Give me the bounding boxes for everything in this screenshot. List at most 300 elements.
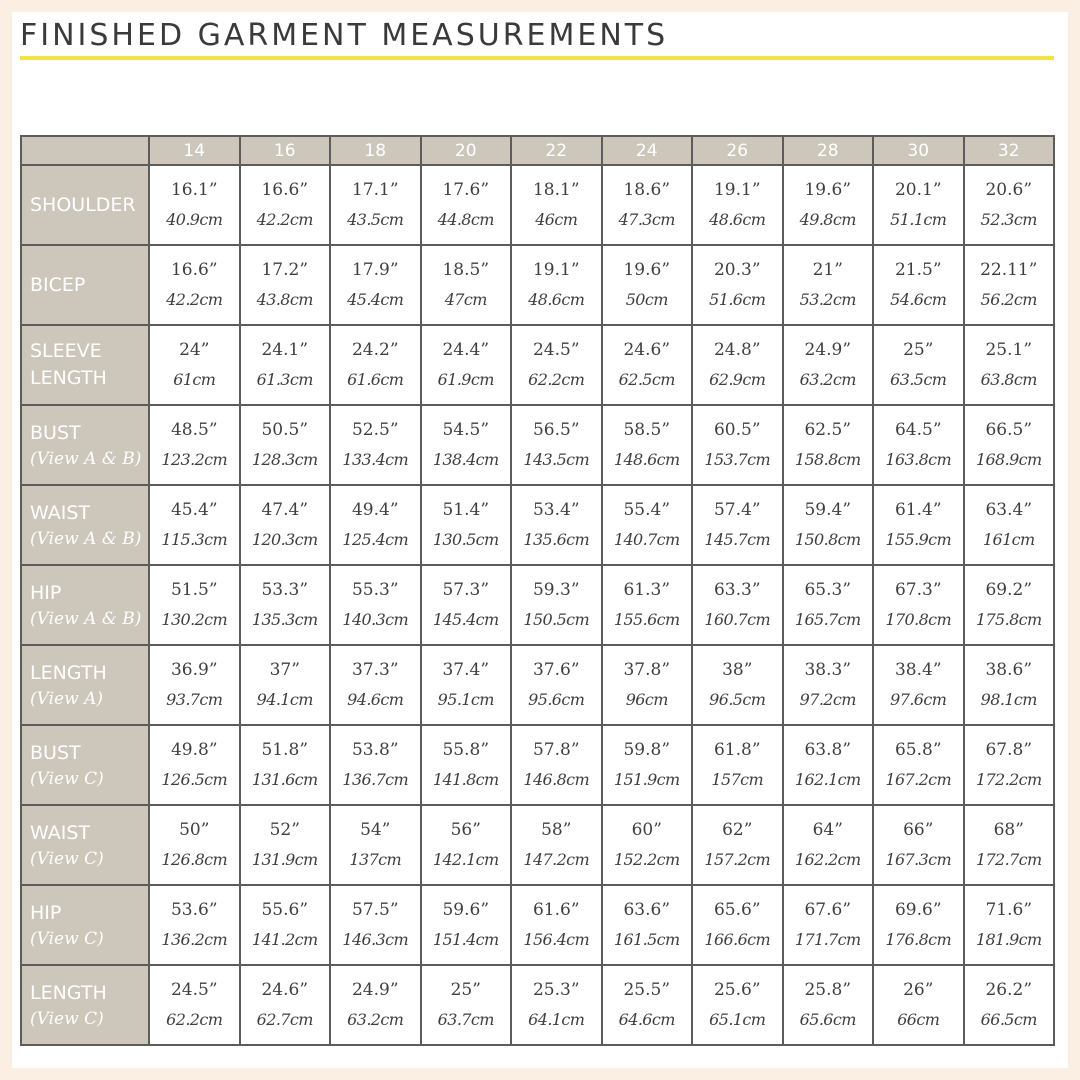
measurement-cell: [692, 485, 783, 565]
inch-value: 25.3”: [532, 980, 580, 1000]
cm-value: 136.7cm: [342, 770, 409, 789]
inch-value: 51.8”: [261, 740, 309, 760]
inch-value: 25”: [450, 980, 481, 1000]
measurement-cell: [873, 485, 964, 565]
size-header: 22: [511, 136, 602, 165]
measurement-cell: [783, 245, 874, 325]
measurement-cell: [330, 965, 421, 1045]
inch-value: 20.1”: [894, 180, 942, 200]
cm-value: 123.2cm: [161, 450, 228, 469]
inch-value: 65.6”: [713, 900, 761, 920]
inch-value: 62”: [722, 820, 753, 840]
cm-value: 94.6cm: [347, 690, 404, 709]
inch-value: 68”: [993, 820, 1024, 840]
inch-value: 17.9”: [351, 260, 399, 280]
table-row: [21, 485, 1054, 565]
inch-value: 54”: [360, 820, 391, 840]
inch-value: 59.3”: [532, 580, 580, 600]
row-label: [21, 885, 149, 965]
row-label: [21, 485, 149, 565]
cm-value: 166.6cm: [704, 930, 771, 949]
measurement-cell: [783, 805, 874, 885]
cm-value: 141.8cm: [432, 770, 499, 789]
cm-value: 40.9cm: [166, 210, 223, 229]
inch-value: 37.3”: [351, 660, 399, 680]
measurement-cell: [692, 885, 783, 965]
cm-value: 52.3cm: [980, 210, 1037, 229]
measurement-cell: [964, 565, 1055, 645]
measurement-cell: [602, 965, 693, 1045]
measurement-cell: [692, 405, 783, 485]
cm-value: 42.2cm: [166, 290, 223, 309]
measurement-cell: [511, 885, 602, 965]
inch-value: 20.6”: [985, 180, 1033, 200]
inch-value: 19.1”: [713, 180, 761, 200]
cm-value: 128.3cm: [251, 450, 318, 469]
inch-value: 22.11”: [980, 260, 1038, 280]
cm-value: 45.4cm: [347, 290, 404, 309]
measurement-cell: [783, 485, 874, 565]
inch-value: 24.9”: [351, 980, 399, 1000]
measurement-cell: [964, 725, 1055, 805]
inch-value: 67.8”: [985, 740, 1033, 760]
measurement-cell: [240, 485, 331, 565]
inch-value: 51.5”: [170, 580, 218, 600]
measurement-cell: [421, 565, 512, 645]
inch-value: 24.5”: [532, 340, 580, 360]
measurement-cell: [330, 645, 421, 725]
inch-value: 63.6”: [623, 900, 671, 920]
inch-value: 16.6”: [170, 260, 218, 280]
inch-value: 25.6”: [713, 980, 761, 1000]
measurement-cell: [511, 405, 602, 485]
cm-value: 62.2cm: [166, 1010, 223, 1029]
measurement-cell: [873, 165, 964, 245]
cm-value: 46cm: [535, 210, 578, 229]
inch-value: 24.5”: [170, 980, 218, 1000]
measurement-cell: [149, 405, 240, 485]
size-header: 14: [149, 136, 240, 165]
inch-value: 17.1”: [351, 180, 399, 200]
cm-value: 151.4cm: [432, 930, 499, 949]
table-row: [21, 725, 1054, 805]
cm-value: 62.7cm: [256, 1010, 313, 1029]
row-label-view: (View A & B): [30, 448, 142, 469]
row-label-name: HIP: [30, 901, 62, 924]
inch-value: 36.9”: [170, 660, 218, 680]
row-label-name: WAIST: [30, 501, 91, 524]
inch-value: 50.5”: [261, 420, 309, 440]
measurement-cell: [149, 325, 240, 405]
cm-value: 43.8cm: [256, 290, 313, 309]
cm-value: 155.9cm: [885, 530, 952, 549]
inch-value: 63.3”: [713, 580, 761, 600]
measurement-cell: [602, 565, 693, 645]
inch-value: 48.5”: [170, 420, 218, 440]
inch-value: 66”: [903, 820, 934, 840]
inch-value: 52”: [269, 820, 300, 840]
inch-value: 53.6”: [170, 900, 218, 920]
cm-value: 54.6cm: [890, 290, 947, 309]
measurement-cell: [240, 965, 331, 1045]
measurement-cell: [149, 725, 240, 805]
inch-value: 24.2”: [351, 340, 399, 360]
cm-value: 161cm: [982, 530, 1035, 549]
inch-value: 49.8”: [170, 740, 218, 760]
cm-value: 66cm: [897, 1010, 940, 1029]
inch-value: 24.1”: [261, 340, 309, 360]
cm-value: 163.8cm: [885, 450, 952, 469]
cm-value: 63.8cm: [980, 370, 1037, 389]
table-row: [21, 405, 1054, 485]
cm-value: 63.2cm: [347, 1010, 404, 1029]
size-header: 16: [240, 136, 331, 165]
cm-value: 165.7cm: [794, 610, 861, 629]
measurement-cell: [602, 725, 693, 805]
table-row: [21, 165, 1054, 245]
inch-value: 58.5”: [623, 420, 671, 440]
measurement-cell: [783, 165, 874, 245]
inch-value: 24.4”: [442, 340, 490, 360]
cm-value: 115.3cm: [161, 530, 228, 549]
measurement-cell: [330, 885, 421, 965]
measurement-cell: [421, 485, 512, 565]
cm-value: 62.9cm: [709, 370, 766, 389]
cm-value: 168.9cm: [975, 450, 1042, 469]
measurement-cell: [692, 565, 783, 645]
cm-value: 162.1cm: [794, 770, 861, 789]
measurement-cell: [602, 485, 693, 565]
cm-value: 51.6cm: [709, 290, 766, 309]
inch-value: 26.2”: [985, 980, 1033, 1000]
measurement-cell: [692, 645, 783, 725]
measurement-cell: [421, 725, 512, 805]
measurement-cell: [330, 485, 421, 565]
measurement-cell: [873, 885, 964, 965]
title-underline: [20, 56, 1054, 60]
table-row: [21, 565, 1054, 645]
measurement-cell: [149, 565, 240, 645]
cm-value: 150.5cm: [523, 610, 590, 629]
cm-value: 167.3cm: [885, 850, 952, 869]
measurement-cell: [692, 245, 783, 325]
cm-value: 157.2cm: [704, 850, 771, 869]
cm-value: 47cm: [444, 290, 487, 309]
measurement-cell: [964, 885, 1055, 965]
cm-value: 61.3cm: [256, 370, 313, 389]
table-row: [21, 645, 1054, 725]
size-header: 26: [692, 136, 783, 165]
measurement-cell: [240, 565, 331, 645]
measurement-cell: [602, 645, 693, 725]
inch-value: 17.2”: [261, 260, 309, 280]
cm-value: 51.1cm: [890, 210, 947, 229]
cm-value: 148.6cm: [613, 450, 680, 469]
table-row: [21, 325, 1054, 405]
inch-value: 26”: [903, 980, 934, 1000]
cm-value: 65.6cm: [799, 1010, 856, 1029]
inch-value: 49.4”: [351, 500, 399, 520]
header-row: [21, 136, 1054, 165]
measurement-cell: [149, 805, 240, 885]
cm-value: 97.2cm: [799, 690, 856, 709]
measurement-cell: [240, 805, 331, 885]
inch-value: 61.8”: [713, 740, 761, 760]
cm-value: 53.2cm: [799, 290, 856, 309]
measurement-cell: [692, 805, 783, 885]
cm-value: 172.2cm: [975, 770, 1042, 789]
cm-value: 181.9cm: [975, 930, 1042, 949]
row-label-view: (View C): [30, 848, 104, 869]
size-header: 20: [421, 136, 512, 165]
inch-value: 38.3”: [804, 660, 852, 680]
inch-value: 61.3”: [623, 580, 671, 600]
inch-value: 59.6”: [442, 900, 490, 920]
inch-value: 50”: [179, 820, 210, 840]
cm-value: 125.4cm: [342, 530, 409, 549]
measurement-cell: [873, 645, 964, 725]
cm-value: 131.6cm: [251, 770, 318, 789]
inch-value: 47.4”: [261, 500, 309, 520]
inch-value: 20.3”: [713, 260, 761, 280]
row-label-name: BICEP: [30, 273, 86, 296]
cm-value: 56.2cm: [980, 290, 1037, 309]
measurement-cell: [511, 325, 602, 405]
inch-value: 56.5”: [532, 420, 580, 440]
cm-value: 141.2cm: [251, 930, 318, 949]
cm-value: 176.8cm: [885, 930, 952, 949]
inch-value: 19.6”: [623, 260, 671, 280]
cm-value: 130.2cm: [161, 610, 228, 629]
inch-value: 21.5”: [894, 260, 942, 280]
measurement-cell: [240, 245, 331, 325]
inch-value: 25.1”: [985, 340, 1033, 360]
inch-value: 37”: [269, 660, 300, 680]
measurement-cell: [602, 165, 693, 245]
cm-value: 63.2cm: [799, 370, 856, 389]
measurement-cell: [511, 165, 602, 245]
inch-value: 53.8”: [351, 740, 399, 760]
cm-value: 152.2cm: [613, 850, 680, 869]
size-header: 32: [964, 136, 1055, 165]
inch-value: 19.6”: [804, 180, 852, 200]
row-label: [21, 965, 149, 1045]
measurement-cell: [964, 965, 1055, 1045]
measurement-cell: [240, 405, 331, 485]
cm-value: 66.5cm: [980, 1010, 1037, 1029]
inch-value: 21”: [812, 260, 843, 280]
inch-value: 18.5”: [442, 260, 490, 280]
inch-value: 64”: [812, 820, 843, 840]
cm-value: 64.1cm: [528, 1010, 585, 1029]
measurement-cell: [964, 805, 1055, 885]
size-header: 30: [873, 136, 964, 165]
table-row: [21, 245, 1054, 325]
inch-value: 69.6”: [894, 900, 942, 920]
cm-value: 48.6cm: [528, 290, 585, 309]
measurement-cell: [421, 645, 512, 725]
row-label-view: (View C): [30, 768, 104, 789]
inch-value: 67.6”: [804, 900, 852, 920]
row-label-view: (View C): [30, 928, 104, 949]
inch-value: 38”: [722, 660, 753, 680]
inch-value: 71.6”: [985, 900, 1033, 920]
row-label: [21, 245, 149, 325]
cm-value: 140.7cm: [613, 530, 680, 549]
measurement-cell: [783, 965, 874, 1045]
cm-value: 61.6cm: [347, 370, 404, 389]
inch-value: 55.6”: [261, 900, 309, 920]
inch-value: 37.4”: [442, 660, 490, 680]
measurement-cell: [330, 165, 421, 245]
cm-value: 130.5cm: [432, 530, 499, 549]
measurement-cell: [149, 885, 240, 965]
cm-value: 126.5cm: [161, 770, 228, 789]
cm-value: 170.8cm: [885, 610, 952, 629]
row-label: [21, 165, 149, 245]
cm-value: 143.5cm: [523, 450, 590, 469]
cm-value: 97.6cm: [890, 690, 947, 709]
inch-value: 24”: [179, 340, 210, 360]
cm-value: 151.9cm: [613, 770, 680, 789]
row-label-name: LENGTH: [30, 661, 107, 684]
cm-value: 61.9cm: [437, 370, 494, 389]
measurement-cell: [421, 405, 512, 485]
measurement-cell: [421, 245, 512, 325]
inch-value: 61.4”: [894, 500, 942, 520]
row-label: [21, 325, 149, 405]
table-row: [21, 965, 1054, 1045]
measurement-cell: [783, 405, 874, 485]
cm-value: 93.7cm: [166, 690, 223, 709]
measurement-cell: [873, 805, 964, 885]
inch-value: 64.5”: [894, 420, 942, 440]
measurement-cell: [873, 405, 964, 485]
inch-value: 56”: [450, 820, 481, 840]
measurement-cell: [783, 725, 874, 805]
inch-value: 53.4”: [532, 500, 580, 520]
cm-value: 48.6cm: [709, 210, 766, 229]
cm-value: 65.1cm: [709, 1010, 766, 1029]
row-label: [21, 805, 149, 885]
cm-value: 162.2cm: [794, 850, 861, 869]
measurement-cell: [964, 485, 1055, 565]
inch-value: 16.6”: [261, 180, 309, 200]
inch-value: 24.9”: [804, 340, 852, 360]
inch-value: 16.1”: [170, 180, 218, 200]
measurement-cell: [964, 165, 1055, 245]
cm-value: 146.3cm: [342, 930, 409, 949]
header-corner: [21, 136, 149, 165]
cm-value: 98.1cm: [980, 690, 1037, 709]
inch-value: 25.5”: [623, 980, 671, 1000]
measurement-cell: [149, 645, 240, 725]
row-label-name: LENGTH: [30, 981, 107, 1004]
cm-value: 145.4cm: [432, 610, 499, 629]
inch-value: 24.6”: [623, 340, 671, 360]
cm-value: 49.8cm: [799, 210, 856, 229]
row-label-name: BUST: [30, 741, 81, 764]
inch-value: 57.3”: [442, 580, 490, 600]
size-header: 18: [330, 136, 421, 165]
cm-value: 135.3cm: [251, 610, 318, 629]
measurement-cell: [240, 645, 331, 725]
cm-value: 138.4cm: [432, 450, 499, 469]
measurement-cell: [873, 245, 964, 325]
inch-value: 65.8”: [894, 740, 942, 760]
table-row: [21, 885, 1054, 965]
measurement-cell: [602, 405, 693, 485]
inch-value: 18.1”: [532, 180, 580, 200]
cm-value: 150.8cm: [794, 530, 861, 549]
row-label-name: SLEEVE LENGTH: [30, 340, 107, 389]
inch-value: 57.5”: [351, 900, 399, 920]
measurements-table: [20, 135, 1055, 1046]
cm-value: 175.8cm: [975, 610, 1042, 629]
cm-value: 161.5cm: [613, 930, 680, 949]
measurement-cell: [692, 165, 783, 245]
measurement-cell: [511, 245, 602, 325]
cm-value: 146.8cm: [523, 770, 590, 789]
measurement-cell: [964, 645, 1055, 725]
inch-value: 63.4”: [985, 500, 1033, 520]
cm-value: 172.7cm: [975, 850, 1042, 869]
measurement-cell: [330, 725, 421, 805]
row-label-view: (View A): [30, 688, 103, 709]
row-label: [21, 405, 149, 485]
inch-value: 69.2”: [985, 580, 1033, 600]
measurement-cell: [421, 325, 512, 405]
row-label-view: (View A & B): [30, 608, 142, 629]
inch-value: 38.4”: [894, 660, 942, 680]
cm-value: 42.2cm: [256, 210, 313, 229]
inch-value: 53.3”: [261, 580, 309, 600]
measurement-cell: [421, 965, 512, 1045]
measurement-cell: [149, 245, 240, 325]
measurement-cell: [149, 485, 240, 565]
measurement-cell: [421, 885, 512, 965]
cm-value: 133.4cm: [342, 450, 409, 469]
inch-value: 61.6”: [532, 900, 580, 920]
cm-value: 156.4cm: [523, 930, 590, 949]
measurement-cell: [692, 965, 783, 1045]
measurement-cell: [149, 165, 240, 245]
inch-value: 54.5”: [442, 420, 490, 440]
measurement-cell: [873, 965, 964, 1045]
measurement-cell: [330, 405, 421, 485]
cm-value: 47.3cm: [618, 210, 675, 229]
cm-value: 94.1cm: [256, 690, 313, 709]
inch-value: 57.4”: [713, 500, 761, 520]
measurement-cell: [602, 805, 693, 885]
inch-value: 55.3”: [351, 580, 399, 600]
inch-value: 59.4”: [804, 500, 852, 520]
cm-value: 145.7cm: [704, 530, 771, 549]
page-title: FINISHED GARMENT MEASUREMENTS: [20, 18, 669, 53]
measurement-cell: [511, 565, 602, 645]
inch-value: 25”: [903, 340, 934, 360]
cm-value: 140.3cm: [342, 610, 409, 629]
row-label: [21, 645, 149, 725]
inch-value: 65.3”: [804, 580, 852, 600]
size-header: 24: [602, 136, 693, 165]
measurement-cell: [330, 805, 421, 885]
cm-value: 135.6cm: [523, 530, 590, 549]
cm-value: 43.5cm: [347, 210, 404, 229]
inch-value: 62.5”: [804, 420, 852, 440]
measurement-cell: [692, 725, 783, 805]
cm-value: 63.7cm: [437, 1010, 494, 1029]
